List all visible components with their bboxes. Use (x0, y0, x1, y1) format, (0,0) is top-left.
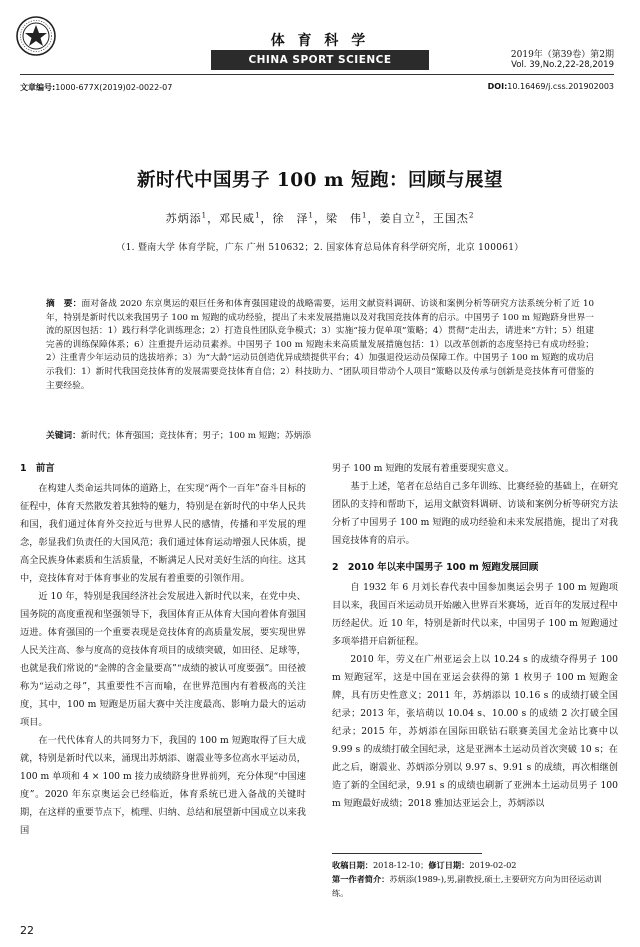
keywords-label: 关键词： (46, 431, 81, 441)
received-date: 2018-12-10； (372, 860, 429, 870)
body-paragraph: 男子 100 m 短跑的发展有着重要现实意义。 (332, 463, 515, 474)
body-paragraph: 基于上述，笔者在总结自己多年训练、比赛经验的基础上，在研究团队的支持和帮助下，运用文献资料调研、访谈和案例分析等研究方法分析了中国男子 100 m 短跑的成功经验和未来发展措施，提出了对我国竞技体育的启示。 (332, 481, 618, 546)
body-paragraph: 在构建人类命运共同体的道路上，在实现“两个一百年”奋斗目标的征程中，体育天然散发着其独特的魅力，特别是在新时代的中华人民共和国，我们通过体育外交拉近与世界人民的感情，传播和平发展的理念，彰显我们负责任的大国风范；我们通过体育运动增强人民体质，提高全民族身体素质和生活质量，不断满足人民对美好生活的向往。这其中，竞技体育对于体育事业的发展有着重要的引领作用。 (20, 483, 306, 584)
received-label: 收稿日期： (332, 860, 373, 870)
author-affiliation-mark: 1 (255, 211, 261, 220)
header-divider (20, 74, 614, 75)
keywords (46, 430, 594, 444)
issue-info-en: Vol. 39,No.2,22-28,2019 (511, 60, 614, 70)
doi-label: DOI: (487, 82, 508, 91)
body-paragraph: 自 1932 年 6 月刘长春代表中国参加奥运会男子 100 m 短跑项目以来，我国百米运动员开始融入世界百米赛场，近百年的发展过程中历经起伏。近 10 年，特别是新时代以来，中国男子 100 m 短跑通过多项举措开启新征程。 (332, 582, 618, 647)
abstract (46, 298, 594, 393)
section-heading: 1 前言 (20, 463, 55, 474)
author-affiliation-mark: 2 (415, 211, 421, 220)
first-author-label: 第一作者简介： (332, 874, 390, 884)
article-title: 新时代中国男子 100 m 短跑：回顾与展望 (136, 170, 503, 191)
author-affiliation-mark: 2 (468, 211, 475, 220)
body-paragraph: 在一代代体育人的共同努力下，我国的 100 m 短跑取得了巨大成就，特别是新时代以来，涌现出苏炳添、谢震业等多位高水平运动员，100 m 单项和 4 × 100 m 接力成绩跻身世界前列，充分体现“中国速度”。2020 年东京奥运会已经临近，体育系统已进入备战的关键时期，在这样的重要节点下，梳理、归纳、总结和展望新中国成立以来我国 (20, 735, 306, 836)
body-paragraph: 2010 年，劳义在广州亚运会上以 10.24 s 的成绩夺得男子 100 m 短跑冠军，这是中国在亚运会获得的第 1 枚男子 100 m 短跑金牌，具有历史性意义；2011 年，苏炳添以 10.16 s 的成绩打破全国纪录；2013 年，张培萌以 10.04 s、10.00 s 的成绩 2 次打破全国纪录；2015 年，苏炳添在国际田联钻石联赛美国尤金站比赛中以 9.99 s 的成绩打破全国纪录，这是亚洲本土运动员首次突破 10 s；在此之后，谢震业、苏炳添分别以 9.97 s、9.91 s 的成绩，再次相继创造了新的全国纪录，9.91 s 的成绩也刷新了亚洲本土运动员男子 100 m 短跑最好成绩；2018 雅加达亚运会上，苏炳添以 (332, 654, 618, 809)
author-affiliation-mark: 1 (201, 211, 208, 220)
abstract-text: 面对备战 2020 东京奥运的艰巨任务和体育强国建设的战略需要，运用文献资料调研、访谈和案例分析等研究方法系统分析了近 10 年，特别是新时代以来我国男子 100 m 短跑的成功经验，提出了未来发展措施以及对我国竞技体育的启示。中国男子 100 m 短跑跻身世界一流的原因包括：1）践行科学化训练理念；2）打造良性团队竞争模式；3）实施“接力促单项”策略；4）贯彻“走出去，请进来”方针；5）组建完善的训练保障体系；6）注重提升运动员素养。中国男子 100 m 短跑未来高质量发展措施包括：1）以改革创新的态度坚持已有成功经验；2）注重青少年运动员的选拔培养；3）为“大龄”运动员创造优异成绩提供平台；4）加强退役运动员保障工作。中国男子 100 m 短跑的成功启示我们：1）新时代我国竞技体育的发展需要竞技体育自信；2）科技助力、“团队项目带动个人项目”策略以及传承与创新是竞技体育可借鉴的主要经验。 (46, 299, 595, 391)
doi (488, 82, 614, 91)
author-separator: ， (260, 212, 273, 225)
author-name: 苏炳添 (165, 212, 202, 225)
body-paragraph: 近 10 年，特别是我国经济社会发展进入新时代以来，在党中央、国务院的高度重视和坚强领导下，我国体育正从体育大国向着体育强国迈进。体育强国的一个重要表现是竞技体育的高质量发展，要实现世界人民关注高、参与度高的竞技体育项目的成绩突破，如田径、足球等，也就是我们常说的“金牌的含金量要高”“成绩的被认可度要强”。田径被称为“运动之母”，其重要性不言而喻，在世界范围内有着极高的关注度，其中，100 m 短跑是历届大赛中关注度最高、影响力最大的运动项目。 (20, 591, 306, 728)
issue-info-cn: 2019年（第39卷）第2期 (510, 50, 614, 60)
abstract-label: 摘 要： (46, 299, 82, 309)
author-name: 邓民威 (219, 212, 256, 225)
body-column-left (20, 460, 306, 840)
spacer (332, 550, 618, 559)
article-number-value: 1000-677X(2019)02-0022-07 (55, 83, 173, 92)
author-name: 王国杰 (432, 212, 469, 225)
article-number-label: 文章编号: (20, 83, 56, 92)
body-column-right (332, 460, 618, 813)
doi-value[interactable]: 10.16469/j.css.201902003 (507, 82, 614, 91)
first-author-text: 苏炳添(1989-),男,副教授,硕士,主要研究方向为田径运动训练。 (332, 874, 602, 898)
author-list (0, 210, 640, 226)
journal-title-en: CHINA SPORT SCIENCE (211, 50, 429, 70)
footnote-dates (332, 858, 618, 872)
journal-title-cn: 体 育 科 学 (270, 33, 370, 49)
revised-date: 2019-02-02 (469, 860, 517, 870)
footnote (332, 858, 618, 900)
footnote-divider (332, 853, 482, 854)
footnote-author (332, 872, 618, 900)
revised-label: 修订日期： (428, 860, 470, 870)
page-number: 22 (20, 924, 34, 937)
article-number (20, 82, 172, 93)
author-separator: ， (314, 212, 326, 225)
author-separator: ， (207, 212, 220, 225)
author-separator: ， (367, 212, 380, 225)
section-heading: 2 2010 年以来中国男子 100 m 短跑发展回顾 (332, 562, 539, 573)
author-affiliation-mark: 1 (362, 211, 368, 220)
author-name: 徐 泽 (272, 212, 309, 225)
author-name: 梁 伟 (326, 212, 362, 225)
author-name: 姜自立 (379, 212, 416, 225)
author-separator: ， (420, 212, 433, 225)
keywords-text: 新时代；体育强国；竞技体育；男子；100 m 短跑；苏炳添 (80, 431, 311, 441)
author-affiliation-mark: 1 (308, 211, 314, 220)
affiliations: （1. 暨南大学 体育学院，广东 广州 510632；2. 国家体育总局体育科学研究所，北京 100061） (116, 243, 524, 253)
